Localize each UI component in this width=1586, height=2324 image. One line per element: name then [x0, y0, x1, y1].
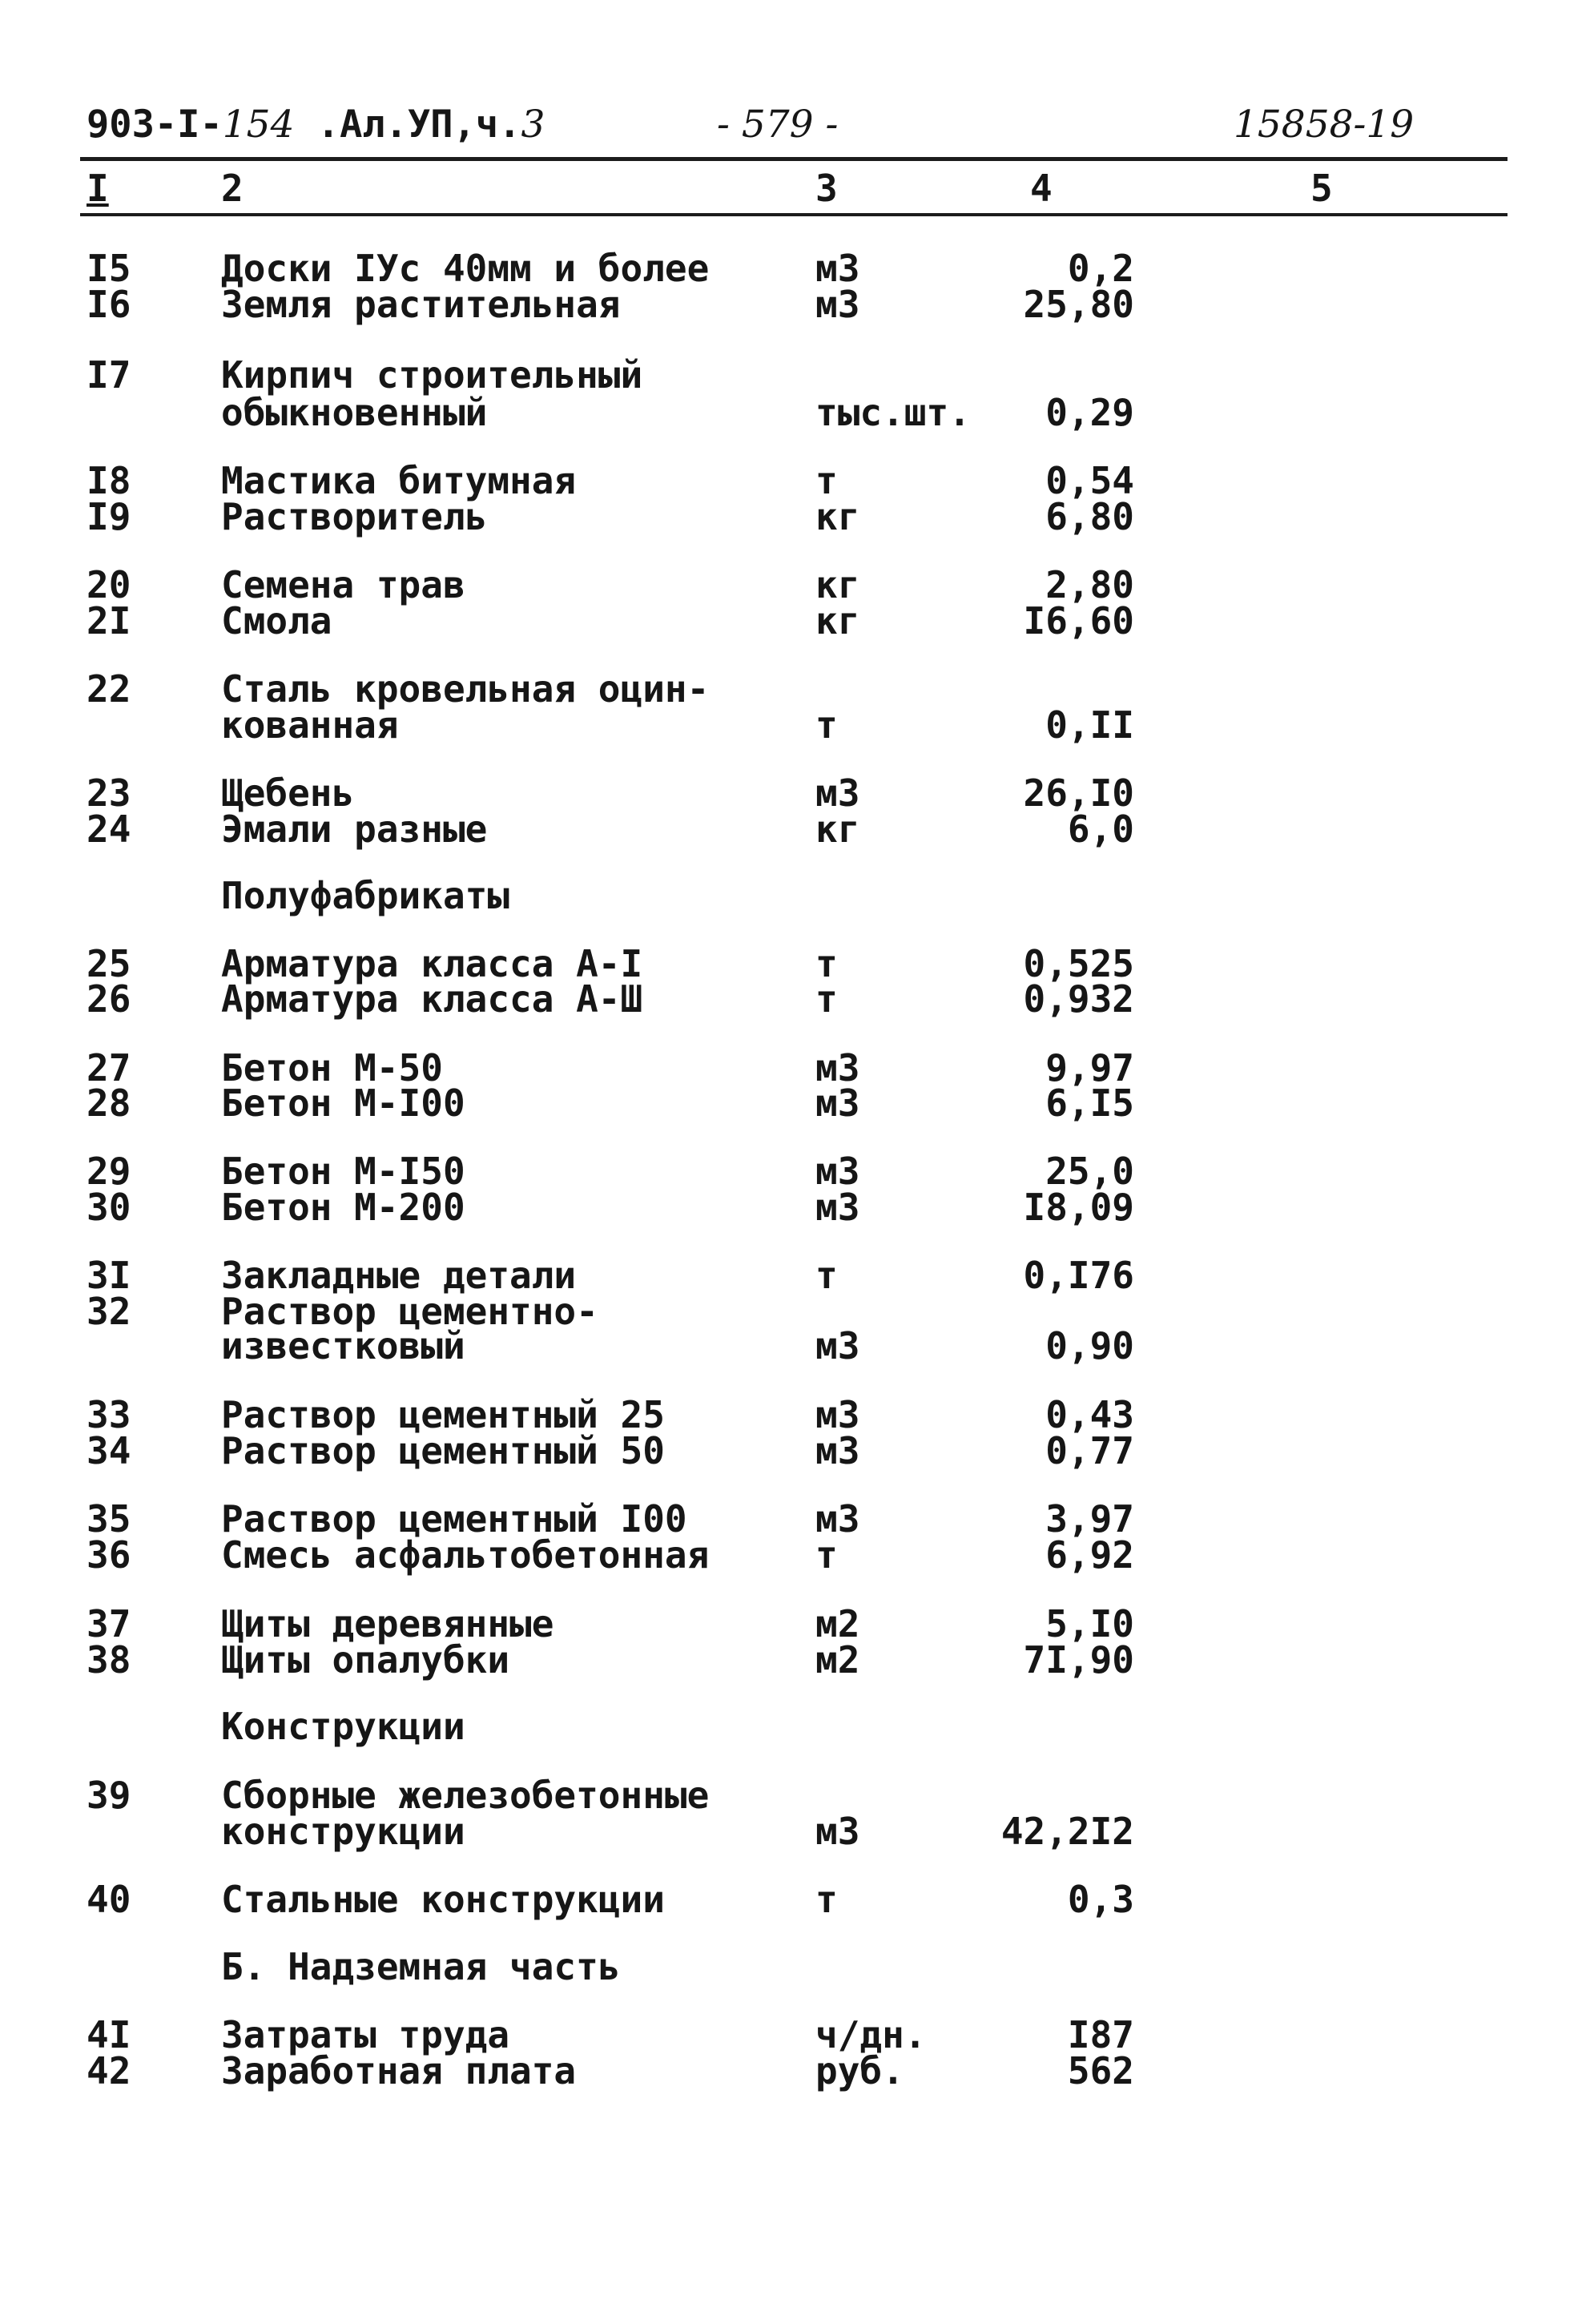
item-unit: кг: [815, 599, 860, 642]
item-unit: м3: [815, 1046, 860, 1090]
row-number: 32: [87, 1290, 131, 1333]
item-quantity: 7I,90: [1023, 1638, 1134, 1682]
item-unit: м3: [815, 1429, 860, 1472]
row-number: 30: [87, 1186, 131, 1229]
item-name: Щиты опалубки: [221, 1638, 510, 1682]
item-quantity: 0,29: [1045, 391, 1134, 434]
item-name: Щиты деревянные: [221, 1602, 554, 1645]
item-unit: м3: [815, 1497, 860, 1541]
column-2-header: 2: [221, 167, 244, 210]
row-number: 37: [87, 1602, 131, 1645]
sheet-number: 15858-19: [1234, 103, 1415, 147]
item-quantity: 0,3: [1067, 1878, 1134, 1921]
code-handwritten: 154: [222, 103, 295, 147]
item-quantity: 2,80: [1045, 563, 1134, 606]
row-number: 20: [87, 563, 131, 606]
item-quantity: 0,2: [1067, 247, 1134, 290]
column-3-header: 3: [815, 167, 838, 210]
item-unit: кг: [815, 563, 860, 606]
item-unit: руб.: [815, 2049, 904, 2092]
table-row: [0, 705, 1522, 745]
item-name: Смесь асфальтобетонная: [221, 1533, 710, 1577]
table-row: [0, 979, 1522, 1019]
item-name: Земля растительная: [221, 283, 621, 326]
column-5-header: 5: [1310, 167, 1333, 210]
item-unit: м3: [815, 771, 860, 815]
item-unit: т: [815, 977, 838, 1021]
row-number: 4I: [87, 2013, 131, 2056]
item-unit: кг: [815, 808, 860, 851]
item-unit: м3: [815, 1324, 860, 1367]
row-number: 27: [87, 1046, 131, 1090]
item-quantity: 6,80: [1045, 495, 1134, 538]
row-number: I7: [87, 353, 131, 397]
row-number: I6: [87, 283, 131, 326]
item-quantity: 0,43: [1045, 1393, 1134, 1436]
table-row: [0, 1187, 1522, 1227]
item-quantity: 562: [1067, 2049, 1134, 2092]
row-number: 24: [87, 808, 131, 851]
item-quantity: 6,0: [1067, 808, 1134, 851]
item-unit: тыс.шт.: [815, 391, 971, 434]
item-name: Семена трав: [221, 563, 465, 606]
item-unit: м3: [815, 1150, 860, 1193]
item-name: Бетон М-I00: [221, 1081, 465, 1125]
item-quantity: 42,2I2: [1000, 1810, 1134, 1853]
table-row: [0, 809, 1522, 849]
item-name: Смола: [221, 599, 332, 642]
row-number: I5: [87, 247, 131, 290]
row-number: 35: [87, 1497, 131, 1541]
table-row: [0, 876, 1522, 916]
item-name: Заработная плата: [221, 2049, 577, 2092]
code-suffix: .Ал.УП,ч.: [294, 103, 521, 147]
item-name: Стальные конструкции: [221, 1878, 665, 1921]
item-unit: т: [815, 1533, 838, 1577]
item-name: Раствор цементно-: [221, 1290, 598, 1333]
item-name: кованная: [221, 703, 399, 747]
item-name: Кирпич строительный: [221, 353, 643, 397]
part-handwritten: 3: [521, 103, 545, 147]
row-number: 33: [87, 1393, 131, 1436]
item-unit: т: [815, 459, 838, 502]
item-unit: м3: [815, 1081, 860, 1125]
row-number: I9: [87, 495, 131, 538]
page-number: - 579 -: [717, 103, 839, 147]
row-number: 28: [87, 1081, 131, 1125]
item-name: Эмали разные: [221, 808, 488, 851]
item-quantity: 26,I0: [1023, 771, 1134, 815]
table-row: [0, 1947, 1522, 1987]
item-name: Доски IУс 40мм и более: [221, 247, 710, 290]
code-prefix: 903-I-: [87, 103, 223, 147]
item-quantity: 25,80: [1023, 283, 1134, 326]
row-number: 25: [87, 942, 131, 985]
item-quantity: 5,I0: [1045, 1602, 1134, 1645]
item-quantity: 0,90: [1045, 1324, 1134, 1367]
row-number: 26: [87, 977, 131, 1021]
item-quantity: 0,54: [1045, 459, 1134, 502]
table-row: [0, 601, 1522, 641]
table-row: [0, 1640, 1522, 1680]
item-name: конструкции: [221, 1810, 465, 1853]
row-number: 38: [87, 1638, 131, 1682]
item-unit: кг: [815, 495, 860, 538]
item-name: Бетон М-I50: [221, 1150, 465, 1193]
item-name: известковый: [221, 1324, 465, 1367]
table-row: [0, 1326, 1522, 1366]
row-number: I8: [87, 459, 131, 502]
item-unit: м3: [815, 247, 860, 290]
item-name: Закладные детали: [221, 1254, 577, 1297]
item-unit: т: [815, 1254, 838, 1297]
item-name: Раствор цементный 50: [221, 1429, 665, 1472]
item-quantity: 0,77: [1045, 1429, 1134, 1472]
row-number: 3I: [87, 1254, 131, 1297]
item-quantity: I8,09: [1023, 1186, 1134, 1229]
item-quantity: 25,0: [1045, 1150, 1134, 1193]
table-row: [0, 355, 1522, 395]
item-name: Бетон М-50: [221, 1046, 443, 1090]
item-quantity: 0,II: [1045, 703, 1134, 747]
table-row: [0, 393, 1522, 433]
row-number: 42: [87, 2049, 131, 2092]
table-row: [0, 1879, 1522, 1919]
table-row: [0, 1706, 1522, 1746]
column-1-header: I: [87, 167, 109, 210]
item-unit: м3: [815, 1186, 860, 1229]
item-name: Затраты труда: [221, 2013, 510, 2056]
item-unit: т: [815, 703, 838, 747]
item-quantity: 0,525: [1023, 942, 1134, 985]
item-quantity: 0,932: [1023, 977, 1134, 1021]
item-quantity: I87: [1067, 2013, 1134, 2056]
table-row: [0, 2051, 1522, 2091]
item-name: Полуфабрикаты: [221, 874, 510, 917]
item-quantity: 3,97: [1045, 1497, 1134, 1541]
item-quantity: I6,60: [1023, 599, 1134, 642]
item-name: Конструкции: [221, 1705, 465, 1748]
table-row: [0, 1535, 1522, 1575]
table-row: [0, 1811, 1522, 1851]
item-name: Бетон М-200: [221, 1186, 465, 1229]
item-name: Щебень: [221, 771, 355, 815]
item-unit: м3: [815, 283, 860, 326]
row-number: 23: [87, 771, 131, 815]
item-name: Арматура класса А-I: [221, 942, 643, 985]
item-unit: м2: [815, 1602, 860, 1645]
item-name: Сборные железобетонные: [221, 1774, 710, 1817]
item-name: Раствор цементный I00: [221, 1497, 687, 1541]
item-quantity: 9,97: [1045, 1046, 1134, 1090]
row-number: 22: [87, 667, 131, 711]
item-unit: м3: [815, 1393, 860, 1436]
row-number: 39: [87, 1774, 131, 1817]
row-number: 29: [87, 1150, 131, 1193]
item-unit: м3: [815, 1810, 860, 1853]
table-row: [0, 1083, 1522, 1123]
table-row: [0, 284, 1522, 324]
table-row: [0, 497, 1522, 537]
item-name: обыкновенный: [221, 391, 488, 434]
table-row: [0, 1431, 1522, 1471]
item-quantity: 6,I5: [1045, 1081, 1134, 1125]
item-name: Сталь кровельная оцин-: [221, 667, 710, 711]
item-name: Мастика битумная: [221, 459, 577, 502]
item-name: Арматура класса А-Ш: [221, 977, 643, 1021]
item-unit: т: [815, 1878, 838, 1921]
item-unit: м2: [815, 1638, 860, 1682]
row-number: 36: [87, 1533, 131, 1577]
row-number: 2I: [87, 599, 131, 642]
column-4-header: 4: [1030, 167, 1053, 210]
item-name: Б. Надземная часть: [221, 1945, 621, 1988]
item-unit: ч/дн.: [815, 2013, 927, 2056]
item-name: Раствор цементный 25: [221, 1393, 665, 1436]
item-quantity: 0,I76: [1023, 1254, 1134, 1297]
row-number: 40: [87, 1878, 131, 1921]
row-number: 34: [87, 1429, 131, 1472]
item-quantity: 6,92: [1045, 1533, 1134, 1577]
item-name: Растворитель: [221, 495, 488, 538]
item-unit: т: [815, 942, 838, 985]
